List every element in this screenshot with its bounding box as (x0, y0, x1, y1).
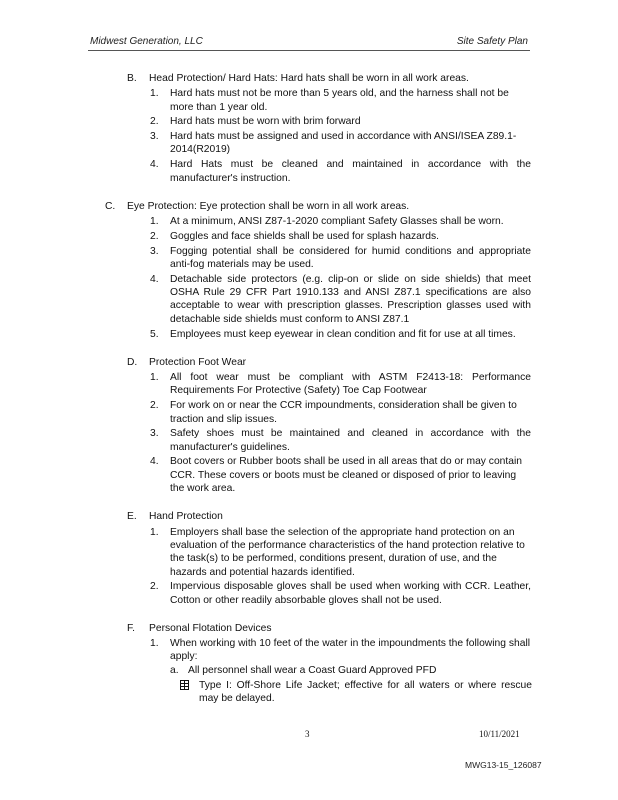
header-company: Midwest Generation, LLC (90, 36, 203, 47)
list-item (0, 115, 618, 128)
sub-item (0, 664, 618, 706)
section-heading (0, 72, 618, 85)
header-doc-title: Site Safety Plan (456, 36, 528, 47)
list-item-text: Employees must keep eyewear in clean condition and fit for use at all times. (170, 328, 516, 340)
list-item-text: Fogging potential shall be considered for humid conditions and appropriate anti-fog materials may be used. (170, 245, 531, 271)
list-item-text: Detachable side protectors (e.g. clip-on or slide on side shields) that meet OSHA Rule 29 CFR Part 1910.133 and ANSI Z87.1 specifications are also acceptable to wear with prescription glasses. Prescription glasses used with detachable side shields must conform to ANSI Z87.1 (170, 273, 531, 325)
list-item-text: Employers shall base the selection of the appropriate hand protection on an evaluation of the performance characteristics of the hand protection relative to the task(s) to be performed, conditions present, duration of use, and the hazards and potential hazards identified. (170, 526, 525, 578)
list-item (0, 245, 618, 272)
list-item-number: 2. (150, 581, 159, 593)
list-item (0, 371, 618, 398)
section-title: Hand Protection (149, 511, 223, 523)
list-item-text: Hard hats must not be more than 5 years old, and the harness shall not be more than 1 year old. (170, 88, 509, 113)
list-item-text: Hard hats must be worn with brim forward (170, 116, 361, 128)
list-item-text: At a minimum, ANSI Z87-1-2020 compliant Safety Glasses shall be worn. (170, 216, 504, 228)
section-letter: D. (127, 356, 138, 368)
list-item-number: 1. (150, 88, 159, 100)
list-item-number: 3. (150, 428, 159, 440)
section (0, 200, 618, 341)
section (0, 510, 618, 607)
list-item (0, 526, 618, 579)
page-number: 3 (305, 729, 310, 739)
list-item (0, 215, 618, 228)
list-item-number: 1. (150, 372, 159, 384)
list-item (0, 87, 618, 114)
header-divider (88, 50, 530, 51)
list-item (0, 427, 618, 454)
list-item-text: Goggles and face shields shall be used for splash hazards. (170, 230, 440, 242)
section-letter: F. (127, 622, 136, 634)
bullet-item (0, 679, 618, 706)
list-item-number: 2. (150, 116, 159, 128)
section-heading (0, 622, 618, 635)
list-item (0, 273, 618, 326)
bullet-item-text: Type I: Off-Shore Life Jacket; effective for all waters or where rescue may be delayed. (199, 680, 532, 705)
list-item-number: 4. (150, 273, 159, 285)
section (0, 72, 618, 185)
section-letter: B. (127, 73, 137, 84)
section-heading (0, 510, 618, 523)
section-heading (0, 356, 618, 369)
section-title: Personal Flotation Devices (149, 622, 272, 634)
list-item (0, 399, 618, 426)
list-item (0, 637, 618, 705)
document-body (0, 72, 618, 721)
list-item-text: For work on or near the CCR impoundments, consideration shall be given to traction and slip issues. (170, 400, 517, 425)
list-item-text: Hard Hats must be cleaned and maintained in accordance with the manufacturer's instruction. (170, 159, 531, 184)
list-item (0, 230, 618, 243)
list-item-number: 5. (150, 328, 159, 340)
list-item-text: Impervious disposable gloves shall be used when working with CCR. Leather, Cotton or other readily absorbable gloves shall not be used. (170, 581, 531, 606)
section-heading (0, 200, 618, 213)
list-item (0, 130, 618, 157)
list-item (0, 328, 618, 341)
numbered-list (0, 215, 618, 341)
section-letter: C. (105, 200, 116, 212)
footer-date: 10/11/2021 (479, 729, 520, 739)
list-item-number: 1. (150, 526, 159, 538)
numbered-list (0, 637, 618, 705)
section (0, 356, 618, 495)
list-item-text: Safety shoes must be maintained and cleaned in accordance with the manufacturer's guidelines. (170, 428, 531, 453)
list-item-number: 2. (150, 230, 159, 242)
section-title: Eye Protection: Eye protection shall be worn in all work areas. (127, 200, 410, 212)
list-item-number: 3. (150, 131, 159, 143)
numbered-list (0, 526, 618, 607)
list-item-text: When working with 10 feet of the water in the impoundments the following shall apply: (170, 638, 531, 663)
numbered-list (0, 371, 618, 495)
list-item-number: 4. (150, 159, 159, 171)
sub-item-text: All personnel shall wear a Coast Guard Approved PFD (188, 664, 437, 676)
section (0, 622, 618, 706)
list-item (0, 580, 618, 607)
numbered-list (0, 87, 618, 185)
list-item-number: 3. (150, 245, 159, 257)
list-item-number: 1. (150, 638, 159, 650)
document-code: MWG13-15_126087 (465, 760, 542, 770)
sub-item-letter: a. (170, 664, 179, 676)
list-item-number: 1. (150, 216, 159, 228)
section-title: Protection Foot Wear (149, 356, 247, 368)
section-letter: E. (127, 511, 137, 523)
list-item-text: Boot covers or Rubber boots shall be used in all areas that do or may contain CCR. These covers or boots must be cleaned or disposed of prior to leaving the work area. (170, 456, 523, 495)
section-title: Head Protection/ Hard Hats: Hard hats shall be worn in all work areas. (149, 73, 469, 84)
list-item (0, 455, 618, 495)
list-item-text: Hard hats must be assigned and used in accordance with ANSI/ISEA Z89.1-2014(R2019) (170, 131, 517, 156)
list-item-number: 2. (150, 400, 159, 412)
list-item-number: 4. (150, 456, 159, 468)
list-item (0, 158, 618, 185)
checkbox-bullet-icon (180, 680, 189, 694)
list-item-text: All foot wear must be compliant with ASTM F2413-18: Performance Requirements For Protective (Safety) Toe Cap Footwear (170, 372, 531, 397)
